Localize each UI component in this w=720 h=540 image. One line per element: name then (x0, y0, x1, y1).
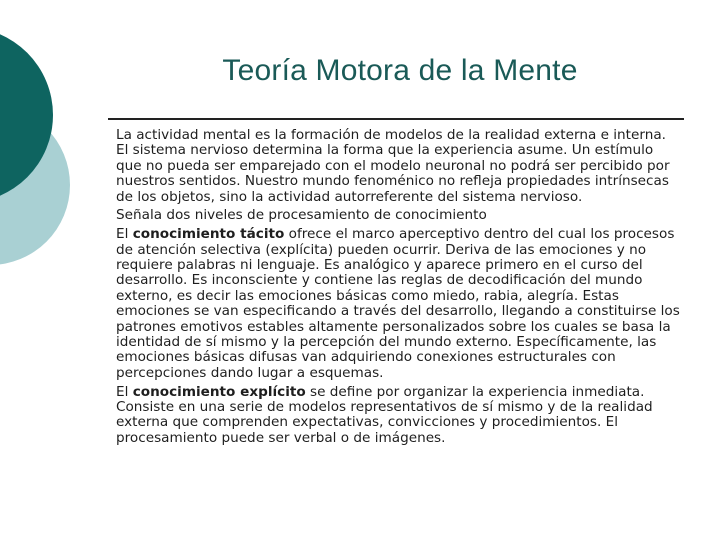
decorative-circles (0, 0, 80, 300)
title-divider (108, 118, 684, 120)
paragraph-3 (116, 227, 682, 381)
paragraph-3-text: ofrece el marco aperceptivo dentro del cual los procesos de atención selectiva (explícita) pueden ocurrir. Deriva de las emociones y no requiere palabras ni lenguaje. Es analógico y aparece primero en el curso del desarrollo. Es inconsciente y contiene las reglas de decodificación del mundo externo, es decir las emociones básicas como miedo, rabia, alegría. Estas emociones se van especificando a través del desarrollo, llegando a constituirse los patrones emotivos estables altamente personalizados sobre los cuales se basa la identidad de sí mismo y la percepción del mundo externo. Específicamente, las emociones básicas difusas van adquiriendo conexiones estructurales con percepciones dando lugar a esquemas. (116, 226, 680, 381)
paragraph-4 (116, 385, 682, 447)
paragraph-2-text: Señala dos niveles de procesamiento de conocimiento (116, 207, 487, 224)
paragraph-3-lead: El (116, 226, 133, 243)
paragraph-1 (116, 128, 682, 205)
term-explicit-knowledge: conocimiento explícito (132, 383, 306, 400)
term-tacit-knowledge: conocimiento tácito (132, 226, 285, 243)
paragraph-1-text: La actividad mental es la formación de modelos de la realidad externa e interna. El sistema nervioso determina la forma que la experiencia asume. Un estímulo que no pueda ser emparejado con el modelo neuronal no podrá ser percibido por nuestros sentidos. Nuestro mundo fenoménico no refleja propiedades intrínsecas de los objetos, sino la actividad autorreferente del sistema nervioso. (116, 127, 670, 205)
paragraph-2 (116, 208, 682, 223)
paragraph-4-text: se define por organizar la experiencia inmediata. Consiste en una serie de modelos representativos de sí mismo y de la realidad externa que comprenden expectativas, convicciones y procedimientos. El procesamiento puede ser verbal o de imágenes. (116, 383, 653, 446)
paragraph-4-lead: El (116, 383, 133, 400)
slide-title: Teoría Motora de la Mente (222, 54, 578, 87)
slide-body (116, 128, 682, 450)
decorative-circles-graphic (0, 0, 80, 300)
